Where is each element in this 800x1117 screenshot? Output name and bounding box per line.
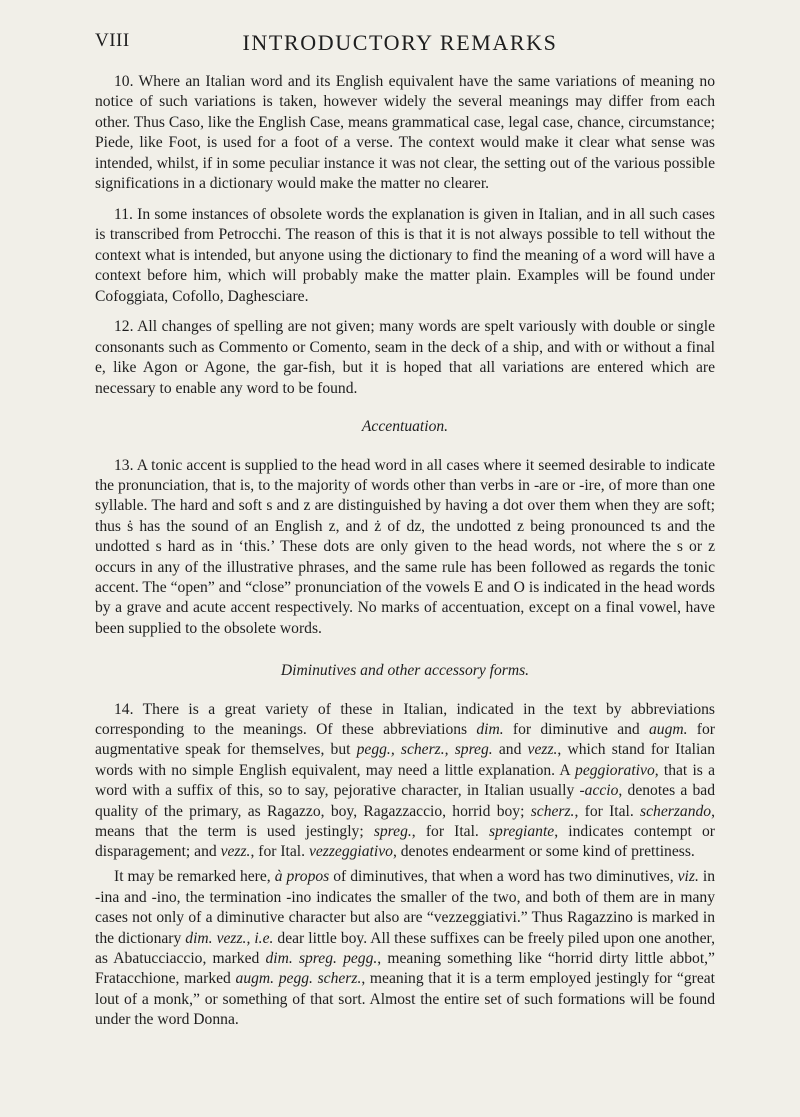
section-heading-diminutives: Diminutives and other accessory forms. [280, 662, 530, 680]
text-run: , denotes endearment or some kind of prettiness. [392, 843, 695, 861]
italic-term: à propos [274, 868, 330, 886]
text-run: , indicates contempt or disparagement; and [95, 823, 715, 861]
text-run: 14. There is a great variety of these in Italian, indicated in the text by abbreviations corresponding to the meanings. Of these abbreviations [95, 700, 715, 738]
text-run: , means that the term is used jestingly; [95, 802, 715, 840]
text-run: for diminutive and [503, 720, 649, 738]
text-run: , denotes a bad quality of the primary, as Ragazzo, boy, Ragazzaccio, horrid boy; [95, 782, 715, 820]
abbreviation: scherz. [530, 802, 575, 820]
italic-term: scherzando [640, 802, 712, 820]
text-run: of diminutives, that when a word has two diminutives, [329, 868, 678, 886]
abbreviation: pegg., scherz., spreg. [356, 741, 493, 759]
paragraph-14-continued [95, 867, 715, 1030]
text-run: and [492, 741, 528, 759]
abbreviation: dim. spreg. pegg. [265, 949, 378, 967]
abbreviation: dim. [476, 720, 504, 738]
abbreviation: augm. pegg. scherz. [235, 970, 362, 988]
text-run: for augmentative speak for themselves, but [95, 720, 715, 759]
text-run: in -ina and -ino, the termination -ino indicates the smaller of the two, and both of them are in many cases not only of a diminutive character but also are “vezzeggiativi.” Thus Ragazzino is marked in the dictionary [95, 868, 715, 947]
text-run: , meaning that it is a term employed jestingly for “great lout of a monk,” or something of that sort. Almost the entire set of such formations will be found under the word Donna. [95, 970, 715, 1029]
page-number: VIII [95, 30, 130, 51]
text-run: dear little boy. All these suffixes can be freely piled upon one another, as Abatucciaccio, marked [95, 929, 715, 967]
paragraph-11: 11. In some instances of obsolete words the explanation is given in Italian, and in all such cases is transcribed from Petrocchi. The reason of this is that it is not always possible to tell without the context what is intended, but anyone using the dictionary to find the meaning of a word will have a context before him, which will probably make the matter plain. Examples will be found under Cofoggiata, Cofollo, Daghesciare. [95, 205, 715, 305]
italic-term: peggiorativo [575, 761, 655, 779]
abbreviation: viz. [677, 868, 699, 886]
running-title: INTRODUCTORY REMARKS [242, 30, 558, 55]
page-body [95, 72, 715, 1041]
italic-term: vezzeggiativo [308, 843, 393, 861]
text-run: , which stand for Italian words with no simple English equivalent, may need a little explanation. A [95, 741, 716, 779]
text-run: It may be remarked here, [114, 868, 275, 886]
abbreviation: augm. [648, 720, 688, 738]
paragraph-14 [95, 700, 715, 863]
text-run: , for Ital. [411, 823, 489, 840]
text-run: , that is a word with a suffix of this, so to say, pejorative character, in Italian usually [95, 761, 715, 800]
italic-term: -accio [579, 782, 619, 800]
italic-term: spregiante [488, 823, 555, 840]
text-run: , meaning something like “horrid dirty little abbot,” Fratacchione, marked [95, 949, 715, 988]
text-run: , for Ital. [250, 843, 309, 861]
abbreviation: spreg. [373, 823, 412, 840]
paragraph-12: 12. All changes of spelling are not given; many words are spelt variously with double or single consonants such as Commento or Comento, seam in the deck of a ship, and with or without a final e, like Agon or Agone, the gar-fish, but it is hoped that all variations are entered which are necessary to enable any word to be found. [95, 318, 715, 397]
paragraph-10: 10. Where an Italian word and its English equivalent have the same variations of meaning no notice of such variations is taken, however widely the several meanings may differ from each other. Thus Caso, like the English Case, means grammatical case, legal case, chance, circumstance; Piede, like Foot, is used for a foot of a verse. The context would make it clear what sense was intended, whilst, if in some peculiar instance it was not clear, the setting out of the various possible significations in a dictionary would make the matter no clearer. [95, 73, 715, 193]
text-run: , for Ital. [574, 802, 641, 820]
paragraph-13: 13. A tonic accent is supplied to the head word in all cases where it seemed desirable to indicate the pronunciation, that is, to the majority of words other than verbs in -are or -ire, of more than one syllable. The hard and soft s and z are distinguished by having a dot over them when they are soft; thus ṡ has the sound of an English z, and ż of dz, the undotted z being pronounced ts and the undotted s hard as in ‘this.’ These dots are only given to the head words, not where the s or z occurs in any of the illustrative phrases, and the same rule has been followed as regards the tonic accent. The “open” and “close” pronunciation of the vowels E and O is indicated in the head words by a grave and acute accent respectively. No marks of accentuation, except on a final vowel, have been supplied to the obsolete words. [95, 456, 715, 637]
section-heading-accentuation: Accentuation. [361, 418, 449, 436]
abbreviation: vezz. [220, 843, 251, 861]
abbreviation: dim. vezz., i.e. [185, 929, 274, 947]
page-header [95, 30, 705, 62]
abbreviation: vezz. [527, 741, 558, 759]
